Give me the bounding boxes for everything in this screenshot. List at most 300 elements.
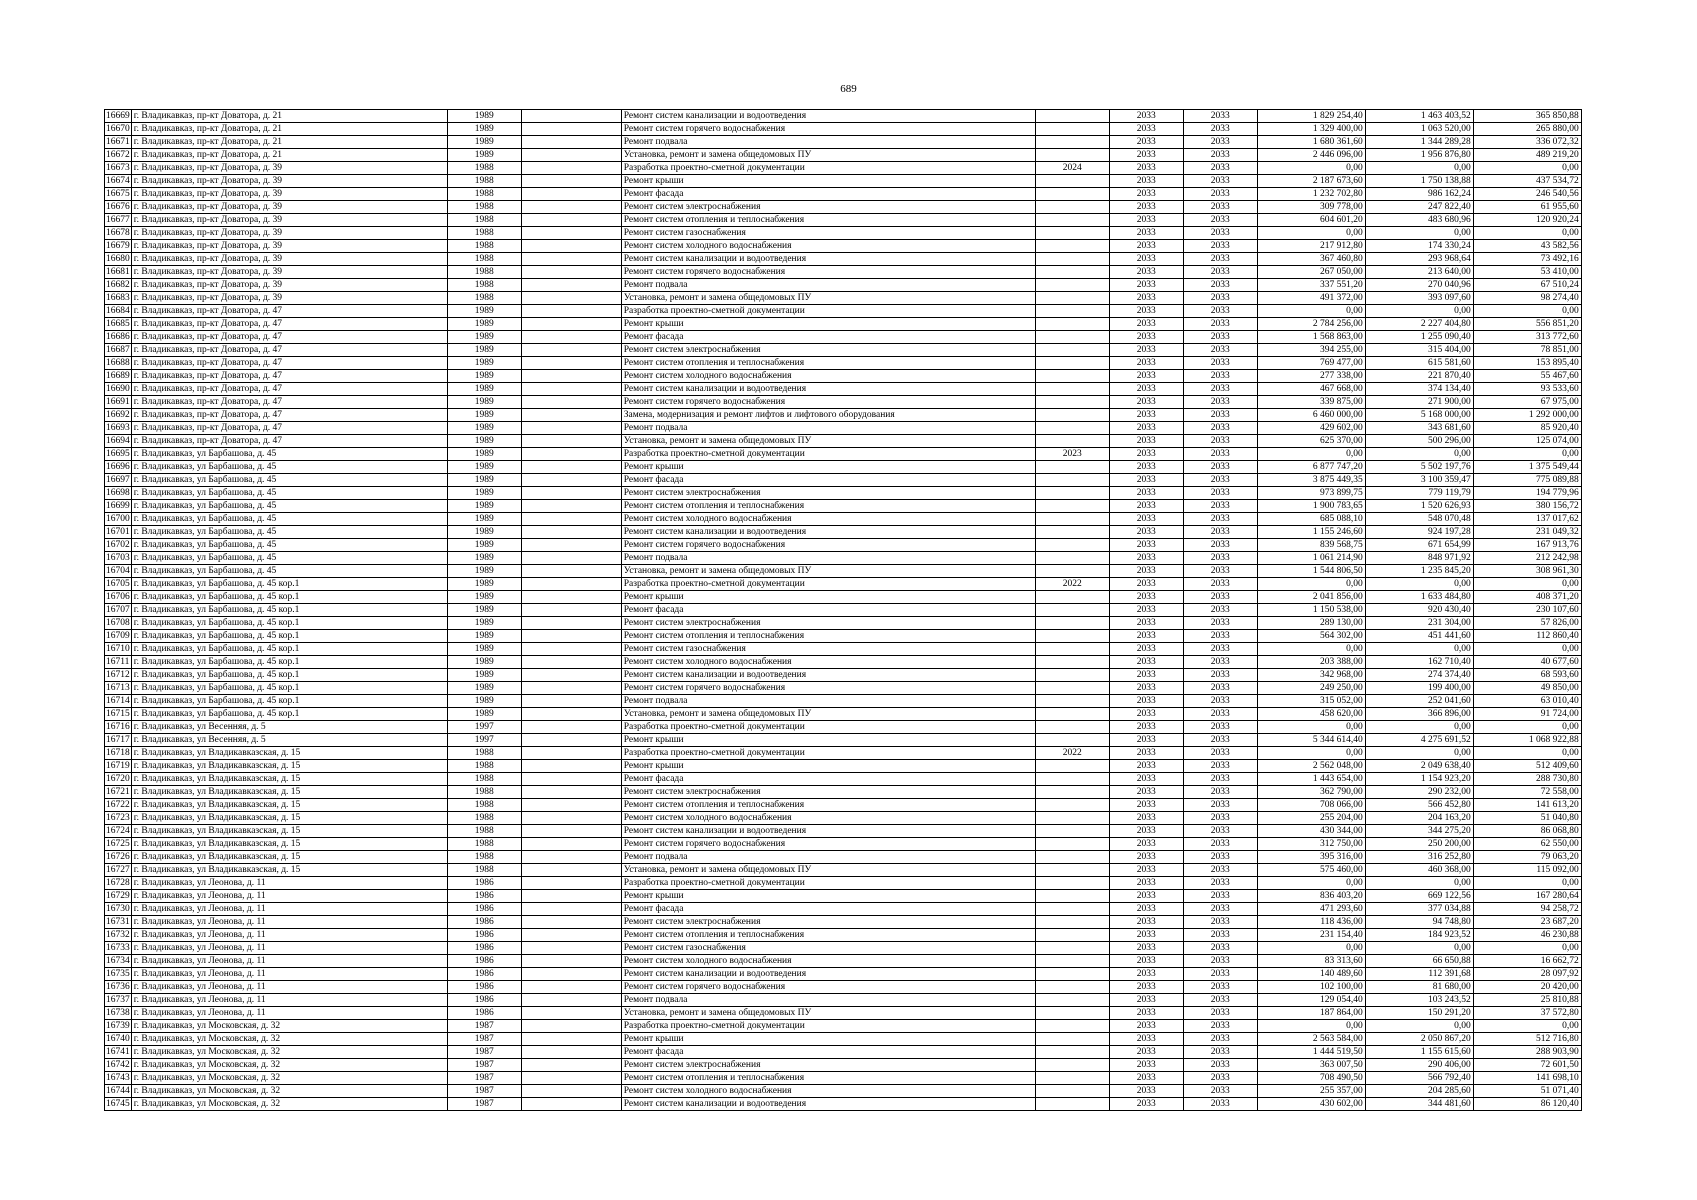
address-cell: г. Владикавказ, пр-кт Доватора, д. 47 (131, 357, 447, 370)
work-type-cell: Ремонт систем электроснабжения (621, 487, 1035, 500)
plan-start-year-cell: 2033 (1109, 201, 1183, 214)
build-year-cell: 1989 (447, 487, 521, 500)
address-cell: г. Владикавказ, пр-кт Доватора, д. 39 (131, 266, 447, 279)
build-year-cell: 1988 (447, 799, 521, 812)
plan-start-year-cell: 2033 (1109, 851, 1183, 864)
owner-share-cell: 49 850,00 (1473, 682, 1581, 695)
build-year-cell: 1988 (447, 266, 521, 279)
work-type-cell: Ремонт систем канализации и водоотведения (621, 669, 1035, 682)
table-row (105, 864, 1582, 877)
plan-start-year-cell: 2033 (1109, 344, 1183, 357)
owner-share-cell: 1 292 000,00 (1473, 409, 1581, 422)
build-year-cell: 1987 (447, 1046, 521, 1059)
plan-end-year-cell: 2033 (1183, 474, 1257, 487)
design-year-cell (1035, 942, 1109, 955)
build-year-cell: 1989 (447, 344, 521, 357)
fund-share-cell: 2 050 867,20 (1365, 1033, 1473, 1046)
row-number-cell: 16740 (106, 1033, 130, 1044)
plan-start-year-cell: 2033 (1109, 1098, 1183, 1111)
build-year-cell: 1988 (447, 838, 521, 851)
row-number-cell: 16687 (106, 344, 130, 355)
owner-share-cell: 67 975,00 (1473, 396, 1581, 409)
table-row (105, 877, 1582, 890)
owner-share-cell: 0,00 (1473, 747, 1581, 760)
build-year-cell: 1986 (447, 890, 521, 903)
total-cost-cell: 471 293,60 (1257, 903, 1365, 916)
table-row (105, 734, 1582, 747)
blank-cell (521, 968, 621, 981)
row-number-cell: 16671 (106, 136, 130, 147)
blank-cell (521, 487, 621, 500)
work-type-cell: Ремонт крыши (621, 461, 1035, 474)
fund-share-cell: 920 430,40 (1365, 604, 1473, 617)
plan-end-year-cell: 2033 (1183, 305, 1257, 318)
design-year-cell (1035, 695, 1109, 708)
table-row (105, 552, 1582, 565)
build-year-cell: 1989 (447, 591, 521, 604)
plan-start-year-cell: 2033 (1109, 981, 1183, 994)
row-number-cell: 16670 (106, 123, 130, 134)
work-type-cell: Ремонт систем отопления и теплоснабжения (621, 500, 1035, 513)
plan-end-year-cell: 2033 (1183, 1007, 1257, 1020)
plan-start-year-cell: 2033 (1109, 825, 1183, 838)
owner-share-cell: 20 420,00 (1473, 981, 1581, 994)
total-cost-cell: 0,00 (1257, 305, 1365, 318)
work-type-cell: Ремонт крыши (621, 318, 1035, 331)
address-cell: г. Владикавказ, пр-кт Доватора, д. 47 (131, 422, 447, 435)
design-year-cell (1035, 214, 1109, 227)
plan-start-year-cell: 2033 (1109, 448, 1183, 461)
owner-share-cell: 37 572,80 (1473, 1007, 1581, 1020)
address-cell: г. Владикавказ, ул Барбашова, д. 45 (131, 487, 447, 500)
plan-end-year-cell: 2033 (1183, 968, 1257, 981)
table-row (105, 136, 1582, 149)
fund-share-cell: 290 406,00 (1365, 1059, 1473, 1072)
table-row (105, 110, 1582, 123)
address-cell: г. Владикавказ, пр-кт Доватора, д. 39 (131, 292, 447, 305)
plan-start-year-cell: 2033 (1109, 838, 1183, 851)
table-row (105, 929, 1582, 942)
total-cost-cell: 1 900 783,65 (1257, 500, 1365, 513)
fund-share-cell: 343 681,60 (1365, 422, 1473, 435)
table-row (105, 955, 1582, 968)
design-year-cell (1035, 396, 1109, 409)
total-cost-cell: 0,00 (1257, 643, 1365, 656)
plan-start-year-cell: 2033 (1109, 747, 1183, 760)
owner-share-cell: 53 410,00 (1473, 266, 1581, 279)
fund-share-cell: 0,00 (1365, 1020, 1473, 1033)
work-type-cell: Разработка проектно-сметной документации (621, 877, 1035, 890)
build-year-cell: 1987 (447, 1033, 521, 1046)
design-year-cell (1035, 981, 1109, 994)
plan-start-year-cell: 2033 (1109, 409, 1183, 422)
blank-cell (521, 279, 621, 292)
blank-cell (521, 201, 621, 214)
table-row (105, 240, 1582, 253)
row-number-cell: 16710 (106, 643, 130, 654)
blank-cell (521, 331, 621, 344)
build-year-cell: 1988 (447, 227, 521, 240)
table-row (105, 461, 1582, 474)
table-row (105, 682, 1582, 695)
owner-share-cell: 231 049,32 (1473, 526, 1581, 539)
owner-share-cell: 51 040,80 (1473, 812, 1581, 825)
build-year-cell: 1989 (447, 370, 521, 383)
fund-share-cell: 1 633 484,80 (1365, 591, 1473, 604)
design-year-cell (1035, 799, 1109, 812)
address-cell: г. Владикавказ, пр-кт Доватора, д. 39 (131, 253, 447, 266)
address-cell: г. Владикавказ, ул Леонова, д. 11 (131, 877, 447, 890)
work-type-cell: Ремонт фасада (621, 604, 1035, 617)
total-cost-cell: 6 877 747,20 (1257, 461, 1365, 474)
blank-cell (521, 760, 621, 773)
build-year-cell: 1989 (447, 539, 521, 552)
plan-start-year-cell: 2033 (1109, 487, 1183, 500)
design-year-cell (1035, 721, 1109, 734)
address-cell: г. Владикавказ, ул Барбашова, д. 45 кор.1 (131, 643, 447, 656)
address-cell: г. Владикавказ, ул Барбашова, д. 45 (131, 448, 447, 461)
fund-share-cell: 293 968,64 (1365, 253, 1473, 266)
total-cost-cell: 685 088,10 (1257, 513, 1365, 526)
total-cost-cell: 430 344,00 (1257, 825, 1365, 838)
plan-start-year-cell: 2033 (1109, 656, 1183, 669)
design-year-cell: 2023 (1035, 448, 1109, 461)
build-year-cell: 1988 (447, 760, 521, 773)
plan-start-year-cell: 2033 (1109, 1020, 1183, 1033)
plan-end-year-cell: 2033 (1183, 266, 1257, 279)
plan-end-year-cell: 2033 (1183, 929, 1257, 942)
plan-end-year-cell: 2033 (1183, 1085, 1257, 1098)
total-cost-cell: 394 255,00 (1257, 344, 1365, 357)
build-year-cell: 1989 (447, 578, 521, 591)
design-year-cell (1035, 253, 1109, 266)
address-cell: г. Владикавказ, ул Леонова, д. 11 (131, 955, 447, 968)
owner-share-cell: 79 063,20 (1473, 851, 1581, 864)
fund-share-cell: 103 243,52 (1365, 994, 1473, 1007)
owner-share-cell: 43 582,56 (1473, 240, 1581, 253)
owner-share-cell: 308 961,30 (1473, 565, 1581, 578)
row-number-cell: 16718 (106, 747, 130, 758)
total-cost-cell: 0,00 (1257, 1020, 1365, 1033)
work-type-cell: Ремонт систем канализации и водоотведения (621, 968, 1035, 981)
row-number-cell: 16707 (106, 604, 130, 615)
plan-end-year-cell: 2033 (1183, 838, 1257, 851)
design-year-cell (1035, 357, 1109, 370)
address-cell: г. Владикавказ, ул Леонова, д. 11 (131, 1007, 447, 1020)
work-type-cell: Установка, ремонт и замена общедомовых ПУ (621, 565, 1035, 578)
row-number-cell: 16703 (106, 552, 130, 563)
work-type-cell: Разработка проектно-сметной документации (621, 1020, 1035, 1033)
plan-start-year-cell: 2033 (1109, 708, 1183, 721)
build-year-cell: 1988 (447, 175, 521, 188)
total-cost-cell: 0,00 (1257, 877, 1365, 890)
plan-start-year-cell: 2033 (1109, 461, 1183, 474)
row-number-cell: 16730 (106, 903, 130, 914)
blank-cell (521, 344, 621, 357)
owner-share-cell: 61 955,60 (1473, 201, 1581, 214)
build-year-cell: 1987 (447, 1085, 521, 1098)
work-type-cell: Ремонт систем холодного водоснабжения (621, 240, 1035, 253)
design-year-cell (1035, 435, 1109, 448)
owner-share-cell: 28 097,92 (1473, 968, 1581, 981)
row-number-cell: 16736 (106, 981, 130, 992)
address-cell: г. Владикавказ, пр-кт Доватора, д. 39 (131, 214, 447, 227)
address-cell: г. Владикавказ, ул Владикавказская, д. 15 (131, 838, 447, 851)
build-year-cell: 1989 (447, 552, 521, 565)
plan-start-year-cell: 2033 (1109, 396, 1183, 409)
total-cost-cell: 217 912,80 (1257, 240, 1365, 253)
work-type-cell: Установка, ремонт и замена общедомовых ПУ (621, 864, 1035, 877)
plan-end-year-cell: 2033 (1183, 734, 1257, 747)
build-year-cell: 1989 (447, 656, 521, 669)
owner-share-cell: 141 613,20 (1473, 799, 1581, 812)
fund-share-cell: 671 654,99 (1365, 539, 1473, 552)
table-row (105, 422, 1582, 435)
plan-end-year-cell: 2033 (1183, 409, 1257, 422)
design-year-cell (1035, 851, 1109, 864)
total-cost-cell: 0,00 (1257, 448, 1365, 461)
design-year-cell (1035, 929, 1109, 942)
total-cost-cell: 973 899,75 (1257, 487, 1365, 500)
table-row (105, 435, 1582, 448)
blank-cell (521, 812, 621, 825)
work-type-cell: Ремонт систем горячего водоснабжения (621, 981, 1035, 994)
blank-cell (521, 604, 621, 617)
row-number-cell: 16729 (106, 890, 130, 901)
plan-end-year-cell: 2033 (1183, 370, 1257, 383)
total-cost-cell: 255 357,00 (1257, 1085, 1365, 1098)
total-cost-cell: 2 562 048,00 (1257, 760, 1365, 773)
work-type-cell: Ремонт систем электроснабжения (621, 786, 1035, 799)
owner-share-cell: 62 550,00 (1473, 838, 1581, 851)
build-year-cell: 1988 (447, 747, 521, 760)
plan-end-year-cell: 2033 (1183, 630, 1257, 643)
owner-share-cell: 230 107,60 (1473, 604, 1581, 617)
plan-end-year-cell: 2033 (1183, 136, 1257, 149)
plan-end-year-cell: 2033 (1183, 1020, 1257, 1033)
work-type-cell: Ремонт систем электроснабжения (621, 201, 1035, 214)
address-cell: г. Владикавказ, ул Леонова, д. 11 (131, 929, 447, 942)
owner-share-cell: 86 120,40 (1473, 1098, 1581, 1111)
plan-start-year-cell: 2033 (1109, 1072, 1183, 1085)
plan-end-year-cell: 2033 (1183, 669, 1257, 682)
work-type-cell: Ремонт фасада (621, 773, 1035, 786)
table-row (105, 448, 1582, 461)
table-row (105, 786, 1582, 799)
total-cost-cell: 2 187 673,60 (1257, 175, 1365, 188)
plan-start-year-cell: 2033 (1109, 357, 1183, 370)
work-type-cell: Ремонт систем горячего водоснабжения (621, 838, 1035, 851)
table-row (105, 591, 1582, 604)
design-year-cell (1035, 539, 1109, 552)
design-year-cell (1035, 552, 1109, 565)
build-year-cell: 1988 (447, 851, 521, 864)
row-number-cell: 16684 (106, 305, 130, 316)
design-year-cell (1035, 344, 1109, 357)
build-year-cell: 1986 (447, 877, 521, 890)
build-year-cell: 1989 (447, 630, 521, 643)
plan-end-year-cell: 2033 (1183, 760, 1257, 773)
total-cost-cell: 1 544 806,50 (1257, 565, 1365, 578)
plan-end-year-cell: 2033 (1183, 682, 1257, 695)
plan-end-year-cell: 2033 (1183, 617, 1257, 630)
row-number-cell: 16698 (106, 487, 130, 498)
owner-share-cell: 288 903,90 (1473, 1046, 1581, 1059)
row-number-cell: 16712 (106, 669, 130, 680)
plan-start-year-cell: 2033 (1109, 1059, 1183, 1072)
blank-cell (521, 1020, 621, 1033)
address-cell: г. Владикавказ, ул Барбашова, д. 45 (131, 461, 447, 474)
blank-cell (521, 721, 621, 734)
work-type-cell: Ремонт систем канализации и водоотведения (621, 526, 1035, 539)
blank-cell (521, 435, 621, 448)
owner-share-cell: 0,00 (1473, 942, 1581, 955)
blank-cell (521, 474, 621, 487)
fund-share-cell: 2 049 638,40 (1365, 760, 1473, 773)
address-cell: г. Владикавказ, ул Владикавказская, д. 15 (131, 760, 447, 773)
table-row (105, 825, 1582, 838)
owner-share-cell: 67 510,24 (1473, 279, 1581, 292)
plan-end-year-cell: 2033 (1183, 1098, 1257, 1111)
address-cell: г. Владикавказ, пр-кт Доватора, д. 47 (131, 396, 447, 409)
total-cost-cell: 604 601,20 (1257, 214, 1365, 227)
work-type-cell: Ремонт фасада (621, 474, 1035, 487)
owner-share-cell: 212 242,98 (1473, 552, 1581, 565)
build-year-cell: 1988 (447, 162, 521, 175)
row-number-cell: 16689 (106, 370, 130, 381)
fund-share-cell: 250 200,00 (1365, 838, 1473, 851)
plan-start-year-cell: 2033 (1109, 955, 1183, 968)
fund-share-cell: 0,00 (1365, 448, 1473, 461)
blank-cell (521, 825, 621, 838)
owner-share-cell: 78 851,00 (1473, 344, 1581, 357)
work-type-cell: Ремонт крыши (621, 1033, 1035, 1046)
row-number-cell: 16677 (106, 214, 130, 225)
plan-start-year-cell: 2033 (1109, 812, 1183, 825)
row-number-cell: 16745 (106, 1098, 130, 1109)
total-cost-cell: 1 444 519,50 (1257, 1046, 1365, 1059)
plan-end-year-cell: 2033 (1183, 578, 1257, 591)
owner-share-cell: 437 534,72 (1473, 175, 1581, 188)
table-row (105, 383, 1582, 396)
design-year-cell (1035, 786, 1109, 799)
owner-share-cell: 72 558,00 (1473, 786, 1581, 799)
blank-cell (521, 188, 621, 201)
table-row (105, 162, 1582, 175)
total-cost-cell: 339 875,00 (1257, 396, 1365, 409)
row-number-cell: 16721 (106, 786, 130, 797)
work-type-cell: Ремонт систем холодного водоснабжения (621, 656, 1035, 669)
plan-start-year-cell: 2033 (1109, 526, 1183, 539)
plan-end-year-cell: 2033 (1183, 656, 1257, 669)
plan-end-year-cell: 2033 (1183, 903, 1257, 916)
plan-end-year-cell: 2033 (1183, 214, 1257, 227)
design-year-cell (1035, 383, 1109, 396)
total-cost-cell: 315 052,00 (1257, 695, 1365, 708)
row-number-cell: 16719 (106, 760, 130, 771)
plan-start-year-cell: 2033 (1109, 149, 1183, 162)
owner-share-cell: 0,00 (1473, 162, 1581, 175)
row-number-cell: 16691 (106, 396, 130, 407)
build-year-cell: 1997 (447, 734, 521, 747)
row-number-cell: 16674 (106, 175, 130, 186)
row-number-cell: 16722 (106, 799, 130, 810)
work-type-cell: Ремонт систем электроснабжения (621, 916, 1035, 929)
row-number-cell: 16720 (106, 773, 130, 784)
plan-end-year-cell: 2033 (1183, 786, 1257, 799)
table-row (105, 1033, 1582, 1046)
owner-share-cell: 51 071,40 (1473, 1085, 1581, 1098)
build-year-cell: 1989 (447, 474, 521, 487)
design-year-cell (1035, 240, 1109, 253)
total-cost-cell: 564 302,00 (1257, 630, 1365, 643)
row-number-cell: 16714 (106, 695, 130, 706)
row-number-cell: 16688 (106, 357, 130, 368)
row-number-cell: 16739 (106, 1020, 130, 1031)
owner-share-cell: 1 375 549,44 (1473, 461, 1581, 474)
blank-cell (521, 383, 621, 396)
blank-cell (521, 318, 621, 331)
blank-cell (521, 682, 621, 695)
table-row (105, 201, 1582, 214)
repair-program-table (104, 109, 1582, 1111)
row-number-cell: 16696 (106, 461, 130, 472)
blank-cell (521, 110, 621, 123)
plan-start-year-cell: 2033 (1109, 929, 1183, 942)
owner-share-cell: 556 851,20 (1473, 318, 1581, 331)
plan-end-year-cell: 2033 (1183, 357, 1257, 370)
blank-cell (521, 149, 621, 162)
owner-share-cell: 167 280,64 (1473, 890, 1581, 903)
blank-cell (521, 565, 621, 578)
work-type-cell: Ремонт подвала (621, 422, 1035, 435)
blank-cell (521, 266, 621, 279)
row-number-cell: 16685 (106, 318, 130, 329)
work-type-cell: Замена, модернизация и ремонт лифтов и лифтового оборудования (621, 409, 1035, 422)
fund-share-cell: 316 252,80 (1365, 851, 1473, 864)
plan-start-year-cell: 2033 (1109, 968, 1183, 981)
plan-end-year-cell: 2033 (1183, 1072, 1257, 1085)
plan-start-year-cell: 2033 (1109, 903, 1183, 916)
row-number-cell: 16725 (106, 838, 130, 849)
owner-share-cell: 73 492,16 (1473, 253, 1581, 266)
work-type-cell: Ремонт крыши (621, 175, 1035, 188)
row-number-cell: 16702 (106, 539, 130, 550)
build-year-cell: 1986 (447, 981, 521, 994)
fund-share-cell: 2 227 404,80 (1365, 318, 1473, 331)
fund-share-cell: 221 870,40 (1365, 370, 1473, 383)
row-number-cell: 16692 (106, 409, 130, 420)
table-row (105, 279, 1582, 292)
total-cost-cell: 0,00 (1257, 942, 1365, 955)
table-row (105, 968, 1582, 981)
work-type-cell: Ремонт систем холодного водоснабжения (621, 370, 1035, 383)
plan-start-year-cell: 2033 (1109, 240, 1183, 253)
fund-share-cell: 0,00 (1365, 162, 1473, 175)
plan-start-year-cell: 2033 (1109, 565, 1183, 578)
table-row (105, 409, 1582, 422)
plan-end-year-cell: 2033 (1183, 890, 1257, 903)
build-year-cell: 1989 (447, 643, 521, 656)
total-cost-cell: 1 329 400,00 (1257, 123, 1365, 136)
owner-share-cell: 16 662,72 (1473, 955, 1581, 968)
build-year-cell: 1988 (447, 292, 521, 305)
design-year-cell (1035, 994, 1109, 1007)
row-number-cell: 16680 (106, 253, 130, 264)
plan-start-year-cell: 2033 (1109, 513, 1183, 526)
blank-cell (521, 955, 621, 968)
row-number-cell: 16708 (106, 617, 130, 628)
